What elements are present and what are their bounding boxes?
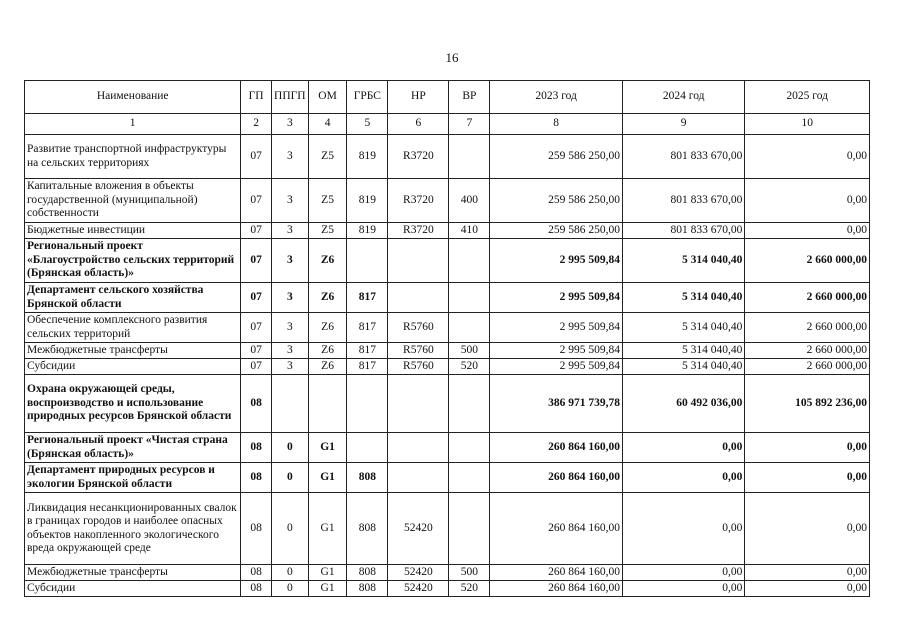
cell-gp: 08: [241, 565, 272, 581]
cell-year-2024: 5 314 040,40: [622, 313, 744, 343]
cell-nr: 52420: [388, 581, 449, 597]
cell-name: Развитие транспортной инфраструктуры на сельских территориях: [25, 135, 241, 179]
cell-ppgp: 0: [271, 581, 308, 597]
cell-vr: 410: [449, 223, 490, 239]
cell-om: Z6: [308, 343, 347, 359]
column-number: 4: [308, 114, 347, 135]
cell-grbs: 817: [347, 359, 388, 375]
cell-nr: R3720: [388, 179, 449, 223]
cell-om: G1: [308, 433, 347, 463]
header-gp: ГП: [241, 81, 272, 114]
cell-ppgp: 0: [271, 493, 308, 565]
cell-name: Департамент природных ресурсов и экологии Брянской области: [25, 463, 241, 493]
cell-year-2023: 259 586 250,00: [490, 179, 623, 223]
cell-year-2023: 260 864 160,00: [490, 581, 623, 597]
cell-year-2025: 2 660 000,00: [745, 343, 870, 359]
cell-om: Z6: [308, 359, 347, 375]
cell-name: Субсидии: [25, 581, 241, 597]
cell-vr: 500: [449, 565, 490, 581]
cell-year-2025: 105 892 236,00: [745, 375, 870, 433]
cell-year-2023: 2 995 509,84: [490, 359, 623, 375]
cell-gp: 08: [241, 375, 272, 433]
cell-ppgp: 3: [271, 283, 308, 313]
cell-year-2024: 801 833 670,00: [622, 135, 744, 179]
cell-nr: R5760: [388, 359, 449, 375]
cell-year-2025: 0,00: [745, 581, 870, 597]
cell-gp: 07: [241, 343, 272, 359]
table-body: [25, 114, 870, 597]
cell-vr: 400: [449, 179, 490, 223]
cell-year-2025: 0,00: [745, 433, 870, 463]
cell-year-2025: 2 660 000,00: [745, 239, 870, 283]
cell-year-2024: 5 314 040,40: [622, 283, 744, 313]
header-year-2025: 2025 год: [745, 81, 870, 114]
cell-nr: [388, 239, 449, 283]
cell-year-2023: 260 864 160,00: [490, 493, 623, 565]
column-number: 5: [347, 114, 388, 135]
cell-name: Региональный проект «Благоустройство сельских территорий (Брянская область)»: [25, 239, 241, 283]
column-number-row: [25, 114, 870, 135]
cell-vr: [449, 463, 490, 493]
cell-name: Бюджетные инвестиции: [25, 223, 241, 239]
table-row: [25, 135, 870, 179]
cell-year-2024: 5 314 040,40: [622, 343, 744, 359]
cell-grbs: [347, 433, 388, 463]
cell-name: Ликвидация несанкционированных свалок в границах городов и наиболее опасных объектов накопленного экологического вреда окружающей среде: [25, 493, 241, 565]
cell-grbs: 817: [347, 283, 388, 313]
cell-year-2024: 5 314 040,40: [622, 239, 744, 283]
cell-name: Региональный проект «Чистая страна (Брянская область)»: [25, 433, 241, 463]
cell-gp: 07: [241, 313, 272, 343]
cell-year-2024: 60 492 036,00: [622, 375, 744, 433]
column-number: 9: [622, 114, 744, 135]
cell-gp: 07: [241, 359, 272, 375]
cell-name: Капитальные вложения в объекты государственной (муниципальной) собственности: [25, 179, 241, 223]
table-row: [25, 493, 870, 565]
cell-year-2023: 260 864 160,00: [490, 565, 623, 581]
header-om: ОМ: [308, 81, 347, 114]
cell-gp: 08: [241, 433, 272, 463]
cell-year-2025: 0,00: [745, 223, 870, 239]
header-year-2024: 2024 год: [622, 81, 744, 114]
cell-year-2025: 2 660 000,00: [745, 283, 870, 313]
cell-year-2024: 0,00: [622, 565, 744, 581]
cell-grbs: 808: [347, 463, 388, 493]
cell-name: Обеспечение комплексного развития сельских территорий: [25, 313, 241, 343]
cell-vr: 520: [449, 359, 490, 375]
header-name: Наименование: [25, 81, 241, 114]
cell-vr: 500: [449, 343, 490, 359]
cell-nr: R3720: [388, 135, 449, 179]
cell-nr: [388, 433, 449, 463]
cell-grbs: 808: [347, 493, 388, 565]
cell-gp: 07: [241, 283, 272, 313]
header-year-2023: 2023 год: [490, 81, 623, 114]
cell-year-2024: 801 833 670,00: [622, 179, 744, 223]
cell-nr: R5760: [388, 313, 449, 343]
column-number: 10: [745, 114, 870, 135]
cell-grbs: 808: [347, 565, 388, 581]
cell-nr: R3720: [388, 223, 449, 239]
cell-year-2023: 2 995 509,84: [490, 283, 623, 313]
cell-year-2024: 801 833 670,00: [622, 223, 744, 239]
cell-year-2025: 2 660 000,00: [745, 313, 870, 343]
column-number: 2: [241, 114, 272, 135]
cell-name: Субсидии: [25, 359, 241, 375]
table-row: [25, 179, 870, 223]
cell-grbs: 819: [347, 223, 388, 239]
cell-year-2025: 0,00: [745, 565, 870, 581]
cell-om: [308, 375, 347, 433]
cell-name: Департамент сельского хозяйства Брянской области: [25, 283, 241, 313]
cell-year-2025: 0,00: [745, 135, 870, 179]
cell-nr: 52420: [388, 493, 449, 565]
cell-gp: 07: [241, 223, 272, 239]
table-row: [25, 223, 870, 239]
cell-year-2025: 0,00: [745, 179, 870, 223]
cell-year-2024: 0,00: [622, 433, 744, 463]
cell-ppgp: 0: [271, 463, 308, 493]
cell-vr: [449, 135, 490, 179]
cell-year-2024: 0,00: [622, 463, 744, 493]
cell-year-2025: 0,00: [745, 493, 870, 565]
header-row: [25, 81, 870, 114]
table-row: [25, 359, 870, 375]
header-grbs: ГРБС: [347, 81, 388, 114]
cell-nr: [388, 283, 449, 313]
cell-grbs: 808: [347, 581, 388, 597]
cell-gp: 07: [241, 239, 272, 283]
cell-om: G1: [308, 493, 347, 565]
cell-name: Охрана окружающей среды, воспроизводство и использование природных ресурсов Брянской области: [25, 375, 241, 433]
header-vr: ВР: [449, 81, 490, 114]
cell-vr: [449, 493, 490, 565]
cell-nr: 52420: [388, 565, 449, 581]
cell-ppgp: 3: [271, 343, 308, 359]
cell-om: Z5: [308, 223, 347, 239]
cell-om: Z6: [308, 313, 347, 343]
header-nr: НР: [388, 81, 449, 114]
column-number: 3: [271, 114, 308, 135]
budget-table: [24, 80, 870, 597]
cell-year-2023: 260 864 160,00: [490, 463, 623, 493]
header-ppgp: ППГП: [271, 81, 308, 114]
cell-vr: 520: [449, 581, 490, 597]
cell-ppgp: 3: [271, 359, 308, 375]
column-number: 6: [388, 114, 449, 135]
cell-gp: 08: [241, 493, 272, 565]
cell-ppgp: 3: [271, 179, 308, 223]
cell-vr: [449, 375, 490, 433]
cell-year-2025: 2 660 000,00: [745, 359, 870, 375]
cell-ppgp: 3: [271, 239, 308, 283]
cell-ppgp: 3: [271, 223, 308, 239]
table-row: [25, 565, 870, 581]
cell-grbs: [347, 239, 388, 283]
table-row: [25, 313, 870, 343]
cell-gp: 08: [241, 463, 272, 493]
cell-grbs: 817: [347, 343, 388, 359]
cell-om: Z6: [308, 283, 347, 313]
cell-vr: [449, 239, 490, 283]
cell-year-2023: 259 586 250,00: [490, 223, 623, 239]
cell-year-2023: 2 995 509,84: [490, 239, 623, 283]
table-row: [25, 581, 870, 597]
page-number: 16: [445, 50, 459, 65]
table-row: [25, 343, 870, 359]
cell-year-2023: 259 586 250,00: [490, 135, 623, 179]
cell-ppgp: 3: [271, 313, 308, 343]
cell-om: Z5: [308, 135, 347, 179]
cell-gp: 07: [241, 179, 272, 223]
table-header: [25, 81, 870, 114]
cell-ppgp: 0: [271, 433, 308, 463]
cell-nr: R5760: [388, 343, 449, 359]
cell-vr: [449, 313, 490, 343]
table-row: [25, 239, 870, 283]
cell-name: Межбюджетные трансферты: [25, 565, 241, 581]
cell-gp: 07: [241, 135, 272, 179]
cell-om: G1: [308, 463, 347, 493]
cell-ppgp: 0: [271, 565, 308, 581]
cell-year-2023: 386 971 739,78: [490, 375, 623, 433]
cell-gp: 08: [241, 581, 272, 597]
cell-grbs: 819: [347, 179, 388, 223]
cell-year-2024: 0,00: [622, 493, 744, 565]
cell-vr: [449, 283, 490, 313]
cell-year-2025: 0,00: [745, 463, 870, 493]
cell-om: Z5: [308, 179, 347, 223]
cell-om: G1: [308, 565, 347, 581]
cell-year-2024: 5 314 040,40: [622, 359, 744, 375]
cell-nr: [388, 463, 449, 493]
cell-year-2023: 2 995 509,84: [490, 313, 623, 343]
column-number: 8: [490, 114, 623, 135]
cell-nr: [388, 375, 449, 433]
cell-ppgp: [271, 375, 308, 433]
cell-om: G1: [308, 581, 347, 597]
column-number: 7: [449, 114, 490, 135]
table-row: [25, 433, 870, 463]
table-row: [25, 375, 870, 433]
cell-year-2023: 260 864 160,00: [490, 433, 623, 463]
table-row: [25, 283, 870, 313]
cell-grbs: 819: [347, 135, 388, 179]
cell-om: Z6: [308, 239, 347, 283]
column-number: 1: [25, 114, 241, 135]
cell-ppgp: 3: [271, 135, 308, 179]
cell-grbs: 817: [347, 313, 388, 343]
table-row: [25, 463, 870, 493]
cell-grbs: [347, 375, 388, 433]
cell-year-2023: 2 995 509,84: [490, 343, 623, 359]
cell-name: Межбюджетные трансферты: [25, 343, 241, 359]
cell-year-2024: 0,00: [622, 581, 744, 597]
cell-vr: [449, 433, 490, 463]
